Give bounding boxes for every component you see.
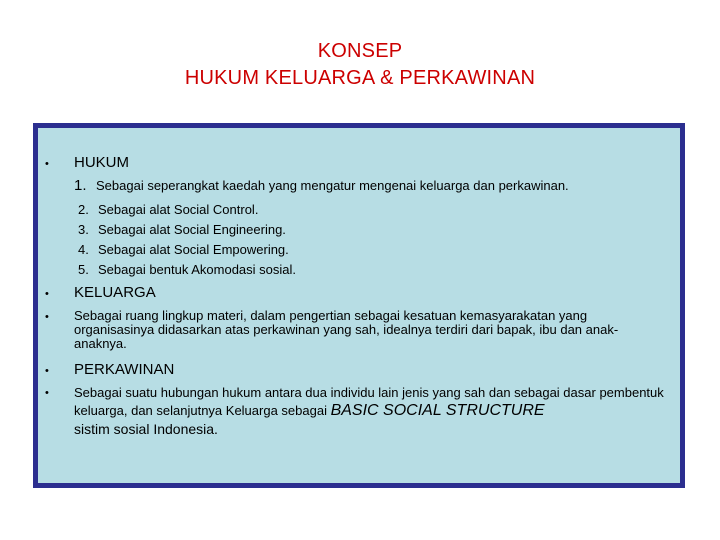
hukum-item-2-text: Sebagai alat Social Control.: [98, 202, 259, 217]
hukum-item-2-num: 2.: [78, 202, 89, 217]
hukum-item-1-num: 1.: [74, 177, 87, 194]
hukum-item-1: [74, 177, 666, 195]
bullet-keluarga: •: [45, 288, 49, 300]
bullet-perkawinan-desc: •: [45, 387, 49, 399]
hukum-item-2: [78, 202, 666, 217]
title-line-2: HUKUM KELUARGA & PERKAWINAN: [184, 67, 536, 89]
bullet-perkawinan: •: [45, 365, 49, 377]
hukum-item-4-text: Sebagai alat Social Empowering.: [98, 242, 289, 257]
hukum-item-5-num: 5.: [78, 262, 89, 277]
perkawinan-desc-caps: BASIC SOCIAL STRUCTURE: [330, 402, 545, 419]
hukum-item-3-text: Sebagai alat Social Engineering.: [98, 222, 286, 237]
keluarga-desc: Sebagai ruang lingkup materi, dalam pengertian sebagai kesatuan kemasyarakatan yang organisasinya didasarkan atas perkawinan yang sah, idealnya terdiri dari bapak, ibu dan anak-anaknya.: [74, 308, 619, 351]
hukum-item-3: [78, 222, 666, 237]
hukum-item-3-num: 3.: [78, 222, 89, 237]
heading-hukum: HUKUM: [74, 154, 129, 171]
hukum-item-5-text: Sebagai bentuk Akomodasi sosial.: [98, 262, 297, 277]
hukum-item-5: [78, 262, 666, 277]
content-box: [33, 123, 685, 488]
hukum-item-1-text: Sebagai seperangkat kaedah yang mengatur mengenai keluarga dan perkawinan.: [96, 178, 569, 193]
title-line-1: KONSEP: [317, 40, 403, 62]
perkawinan-desc-part1: Sebagai suatu hubungan hukum antara dua individu lain jenis yang sah dan sebagai dasar pembentuk keluarga, dan selanjutnya Keluarga sebagai: [74, 385, 664, 418]
hukum-item-4-num: 4.: [78, 242, 89, 257]
perkawinan-desc-part2: sistim sosial Indonesia.: [74, 421, 218, 437]
heading-keluarga: KELUARGA: [74, 284, 156, 301]
heading-perkawinan: PERKAWINAN: [74, 361, 175, 378]
slide-title: [0, 38, 720, 92]
bullet-keluarga-desc: •: [45, 311, 49, 323]
perkawinan-desc: [74, 384, 666, 439]
hukum-item-4: [78, 242, 666, 257]
bullet-hukum: •: [45, 158, 49, 170]
